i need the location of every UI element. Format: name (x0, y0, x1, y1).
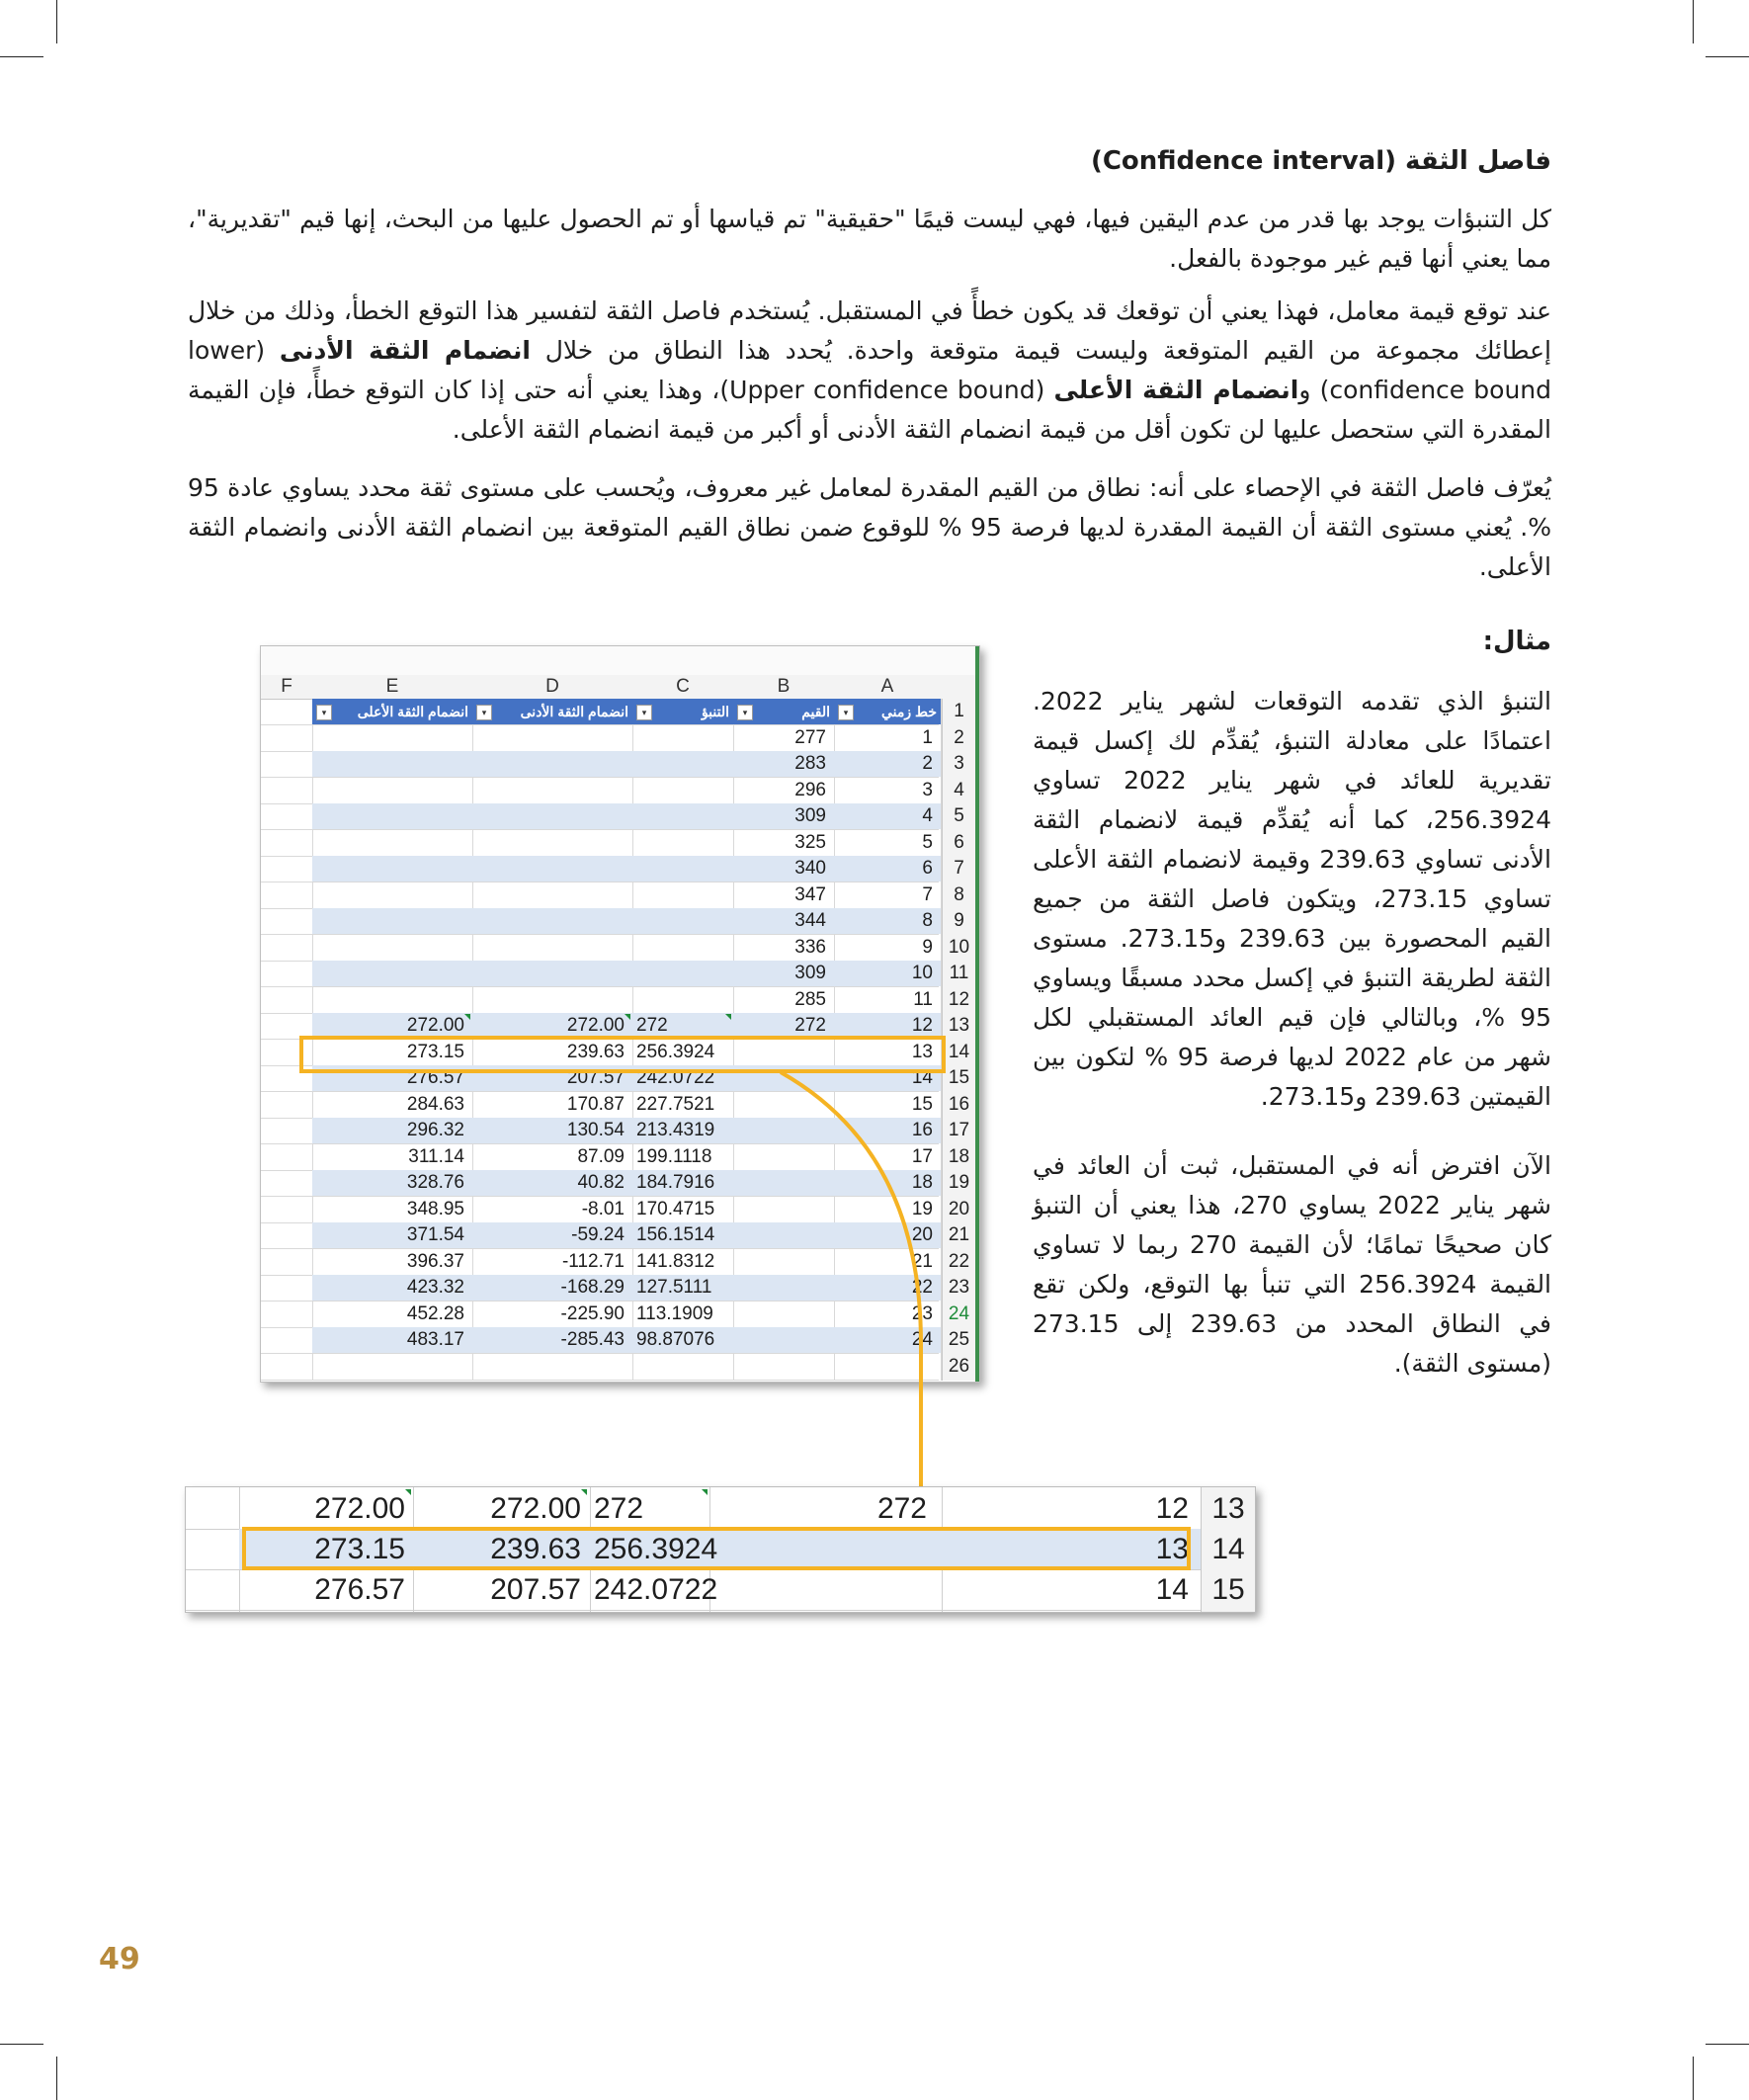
zoom-highlight-row (242, 1527, 1191, 1570)
table-cell-a[interactable]: 3 (922, 779, 933, 800)
table-cell-c[interactable]: 127.5111 (636, 1277, 712, 1298)
zoom-row (186, 1488, 1255, 1530)
table-cell-d[interactable]: -168.29 (560, 1277, 625, 1298)
column-letter[interactable]: A (880, 676, 894, 697)
row-number[interactable]: 2 (954, 726, 964, 748)
column-letter[interactable]: E (385, 676, 399, 697)
zoom-cell-a[interactable]: 12 (1155, 1492, 1189, 1525)
table-cell-e[interactable]: 284.63 (406, 1093, 464, 1115)
table-cell-a[interactable]: 9 (922, 936, 933, 958)
cell-marker-icon (702, 1489, 708, 1495)
column-letter[interactable]: C (676, 676, 690, 697)
table-cell-a[interactable]: 19 (911, 1198, 933, 1219)
table-cell-c[interactable]: 227.7521 (636, 1093, 715, 1115)
table-cell-e[interactable]: 348.95 (406, 1198, 464, 1219)
row-number[interactable]: 9 (954, 910, 964, 931)
table-cell-d[interactable]: 272.00 (566, 1015, 625, 1036)
table-cell-d[interactable]: 170.87 (566, 1093, 625, 1115)
zoom-cell-b[interactable] (709, 1569, 927, 1610)
table-cell-b[interactable]: 344 (794, 910, 826, 931)
table-header-cell[interactable]: انضمام الثقة الأدنى (520, 704, 628, 719)
filter-dropdown-icon[interactable]: ▾ (636, 705, 652, 720)
zoom-cell-a[interactable]: 14 (1155, 1573, 1189, 1606)
table-cell-e[interactable]: 272.00 (406, 1015, 464, 1036)
zoom-cell-c[interactable]: 242.0722 (594, 1573, 718, 1606)
table-cell-a[interactable]: 22 (911, 1277, 933, 1298)
table-cell-b[interactable]: 272 (794, 1015, 826, 1036)
table-cell-e[interactable]: 483.17 (406, 1329, 464, 1350)
table-cell-b[interactable]: 309 (794, 805, 826, 826)
column-letter[interactable]: B (777, 676, 791, 697)
zoom-row (186, 1569, 1255, 1611)
row-number[interactable]: 4 (954, 779, 964, 800)
table-cell-d[interactable]: 239.63 (566, 1041, 625, 1062)
table-cell-a[interactable]: 10 (911, 963, 933, 983)
table-cell-a[interactable]: 1 (922, 726, 933, 748)
paragraph-3-text: يُعرّف فاصل الثقة في الإحصاء على أنه: نطاق من القيم المقدرة لمعامل غير معروف، ويُحسب على مستوى ثقة محدد يساوي عادة 95 %. يُعني مستوى الثقة أن القيمة المقدرة لديها فرصة 95 % للوقوع ضمن نطاق القيم المتوقعة بين انضمام الثقة الأدنى وانضمام الثقة الأعلى. (188, 473, 1551, 581)
table-cell-a[interactable]: 13 (911, 1041, 933, 1062)
filter-dropdown-icon[interactable]: ▾ (737, 705, 753, 720)
table-cell-b[interactable]: 340 (794, 858, 826, 879)
cell-marker-icon (581, 1489, 587, 1495)
table-cell-d[interactable]: 207.57 (566, 1067, 625, 1088)
table-cell-d[interactable]: -112.71 (561, 1250, 625, 1272)
table-cell-e[interactable]: 276.57 (406, 1067, 464, 1088)
zoom-cell-c[interactable]: 256.3924 (594, 1533, 718, 1565)
row-number[interactable]: 21 (948, 1224, 970, 1245)
table-cell-e[interactable]: 311.14 (408, 1145, 464, 1167)
table-header-cell[interactable]: انضمام الثقة الأعلى (357, 704, 468, 719)
row-number[interactable]: 6 (954, 831, 964, 853)
zoom-row-number[interactable]: 13 (1211, 1492, 1245, 1525)
row-number[interactable]: 25 (948, 1329, 970, 1350)
table-cell-e[interactable]: 273.15 (406, 1041, 464, 1062)
table-header-cell[interactable]: القيم (801, 704, 830, 719)
table-cell-b[interactable]: 336 (794, 936, 826, 958)
table-cell-c[interactable]: 242.0722 (636, 1067, 715, 1088)
zoom-cell-e[interactable]: 272.00 (314, 1492, 405, 1525)
column-letter[interactable]: D (545, 676, 559, 697)
table-cell-a[interactable]: 14 (911, 1067, 933, 1088)
row-number[interactable]: 11 (949, 963, 969, 983)
row-number[interactable]: 1 (954, 701, 964, 721)
zoom-cell-d[interactable]: 272.00 (490, 1492, 581, 1525)
example-paragraph-1-text: التنبؤ الذي تقدمه التوقعات لشهر يناير 2022. اعتمادًا على معادلة التنبؤ، يُقدِّم لك إكسل قيمة تقديرية للعائد في شهر يناير 2022 تساوي 256.3924، كما أنه يُقدِّم قيمة لانضمام الثقة الأدنى تساوي 239.63 وقيمة لانضمام الثقة الأعلى تساوي 273.15، ويتكون فاصل الثقة من جميع القيم المحصورة بين 239.63 و273.15. مستوى الثقة لطريقة التنبؤ في إكسل محدد مسبقًا ويساوي 95 %، وبالتالي فإن قيم العائد المستقبلي لكل شهر من عام 2022 لديها فرصة 95 % لتكون بين القيمتين 239.63 و273.15. (1033, 687, 1552, 1111)
table-cell-c[interactable]: 256.3924 (636, 1041, 715, 1062)
table-cell-a[interactable]: 21 (911, 1250, 933, 1272)
table-header-cell[interactable]: التنبؤ (701, 704, 729, 719)
zoom-cell-c[interactable]: 272 (594, 1492, 644, 1525)
table-cell-a[interactable]: 24 (911, 1329, 933, 1350)
table-cell-a[interactable]: 12 (911, 1015, 933, 1036)
table-cell-a[interactable]: 4 (922, 805, 933, 826)
table-cell-d[interactable]: -285.43 (560, 1329, 625, 1350)
table-cell-a[interactable]: 2 (922, 753, 933, 774)
filter-dropdown-icon[interactable]: ▾ (316, 705, 332, 720)
table-cell-c[interactable]: 156.1514 (636, 1224, 715, 1245)
zoom-cell-e[interactable]: 276.57 (314, 1573, 405, 1606)
row-number[interactable]: 26 (948, 1355, 970, 1377)
table-cell-c[interactable]: 141.8312 (636, 1250, 715, 1272)
table-cell-a[interactable]: 11 (913, 988, 933, 1010)
filter-dropdown-icon[interactable]: ▾ (476, 705, 492, 720)
table-cell-b[interactable]: 283 (794, 753, 826, 774)
row-number[interactable]: 22 (948, 1250, 970, 1272)
table-cell-b[interactable]: 285 (794, 988, 826, 1010)
table-cell-a[interactable]: 20 (911, 1224, 933, 1245)
row-number[interactable]: 23 (948, 1277, 970, 1298)
filter-dropdown-icon[interactable]: ▾ (838, 705, 854, 720)
zoom-cell-d[interactable]: 239.63 (490, 1533, 581, 1565)
table-cell-d[interactable]: -8.01 (581, 1198, 625, 1219)
table-cell-a[interactable]: 17 (911, 1145, 933, 1167)
table-cell-a[interactable]: 8 (922, 910, 933, 931)
table-cell-c[interactable]: 272 (636, 1015, 668, 1036)
table-cell-a[interactable]: 16 (911, 1120, 933, 1140)
zoom-cell-a[interactable]: 13 (1155, 1533, 1189, 1565)
table-cell-a[interactable]: 7 (922, 883, 933, 905)
row-number[interactable]: 15 (948, 1067, 970, 1088)
table-cell-e[interactable]: 296.32 (406, 1120, 464, 1140)
section-heading: فاصل الثقة (Confidence interval) (1090, 146, 1551, 176)
table-cell-c[interactable]: 170.4715 (636, 1198, 715, 1219)
table-cell-e[interactable]: 371.54 (406, 1224, 464, 1245)
table-cell-b[interactable]: 325 (794, 831, 826, 853)
paragraph-2-text-a: عند توقع قيمة معامل، فهذا يعني أن توقعك قد يكون خطأً في المستقبل. يُستخدم فاصل الثقة لتفسير هذا التوقع الخطأ، وذلك من خلال إعطائك مجموعة من القيم المتوقعة وليست قيمة متوقعة واحدة. يُحدد هذا النطاق من خلال (188, 296, 1551, 365)
table-cell-b[interactable]: 347 (794, 883, 826, 905)
zoom-cell-e[interactable]: 273.15 (314, 1533, 405, 1565)
row-number[interactable]: 12 (948, 988, 970, 1010)
paragraph-2-text-c: (lower confidence bound) و (188, 336, 1552, 404)
table-cell-a[interactable]: 5 (922, 831, 933, 853)
row-number[interactable]: 24 (948, 1302, 970, 1324)
table-cell-b[interactable]: 296 (794, 779, 826, 800)
row-number[interactable]: 14 (948, 1041, 970, 1062)
table-header-cell[interactable]: خط زمني (881, 704, 937, 719)
example-paragraph-2-text: الآن افترض أنه في المستقبل، ثبت أن العائد في شهر يناير 2022 يساوي 270، هذا يعني أن التنبؤ كان صحيحًا تمامًا؛ لأن القيمة 270 ربما لا تساوي القيمة 256.3924 التي تنبأ بها التوقع، ولكن تقع في النطاق المحدد من 239.63 إلى 273.15 (مستوى الثقة). (1033, 1151, 1552, 1378)
row-number[interactable]: 16 (948, 1093, 970, 1115)
row-number[interactable]: 7 (954, 858, 964, 879)
table-cell-d[interactable]: 130.54 (566, 1120, 625, 1140)
table-cell-b[interactable]: 309 (794, 963, 826, 983)
upper-bound-term: انضمام الثقة الأعلى (1053, 376, 1299, 404)
table-cell-a[interactable]: 15 (911, 1093, 933, 1115)
row-number[interactable]: 17 (948, 1120, 970, 1140)
table-cell-b[interactable]: 277 (794, 726, 826, 748)
row-number[interactable]: 3 (954, 753, 964, 774)
zoom-row-number[interactable]: 14 (1211, 1533, 1245, 1565)
table-cell-c[interactable]: 113.1909 (636, 1302, 713, 1324)
row-number[interactable]: 10 (948, 936, 970, 958)
table-cell-c[interactable]: 184.7916 (636, 1172, 715, 1193)
table-cell-e[interactable]: 396.37 (406, 1250, 464, 1272)
table-cell-c[interactable]: 98.87076 (636, 1329, 715, 1350)
row-number[interactable]: 5 (954, 805, 964, 826)
row-number[interactable]: 18 (948, 1145, 970, 1167)
table-cell-c[interactable]: 213.4319 (636, 1120, 715, 1140)
zoom-row-number[interactable]: 15 (1211, 1573, 1245, 1606)
page-number: 49 (99, 1942, 140, 1976)
example-title: مثال: (1482, 627, 1551, 656)
table-cell-d[interactable]: -59.24 (571, 1224, 625, 1245)
table-cell-e[interactable]: 328.76 (406, 1172, 464, 1193)
lower-bound-term: انضمام الثقة الأدنى (279, 336, 531, 365)
table-cell-a[interactable]: 18 (911, 1172, 933, 1193)
table-cell-d[interactable]: -225.90 (560, 1302, 625, 1324)
table-cell-a[interactable]: 23 (911, 1302, 933, 1324)
table-cell-e[interactable]: 452.28 (406, 1302, 464, 1324)
table-cell-d[interactable]: 87.09 (577, 1145, 625, 1167)
table-cell-a[interactable]: 6 (922, 858, 933, 879)
row-number[interactable]: 20 (948, 1198, 970, 1219)
row-number[interactable]: 8 (954, 883, 964, 905)
row-number[interactable]: 13 (948, 1015, 970, 1036)
cell-marker-icon (405, 1489, 411, 1495)
paragraph-1-text: كل التنبؤات يوجد بها قدر من عدم اليقين فيها، فهي ليست قيمًا "حقيقية" تم قياسها أو تم الحصول عليها من البحث، إنها قيم "تقديرية"، مما يعني أنها قيم غير موجودة بالفعل. (188, 205, 1551, 273)
column-letter[interactable]: F (281, 676, 292, 697)
row-number[interactable]: 19 (948, 1172, 970, 1193)
paragraph-2-text-d: (Upper confidence bound)، وهذا يعني أنه حتى إذا كان التوقع خطأً، فإن القيمة المقدرة التي ستحصل عليها لن تكون أقل من قيمة انضمام الثقة الأدنى أو أكبر من قيمة انضمام الثقة الأعلى. (188, 376, 1551, 444)
table-cell-e[interactable]: 423.32 (406, 1277, 464, 1298)
zoom-cell-d[interactable]: 207.57 (490, 1573, 581, 1606)
zoom-cell-b[interactable]: 272 (876, 1492, 927, 1525)
table-cell-c[interactable]: 199.1118 (636, 1145, 712, 1167)
table-cell-d[interactable]: 40.82 (577, 1172, 625, 1193)
